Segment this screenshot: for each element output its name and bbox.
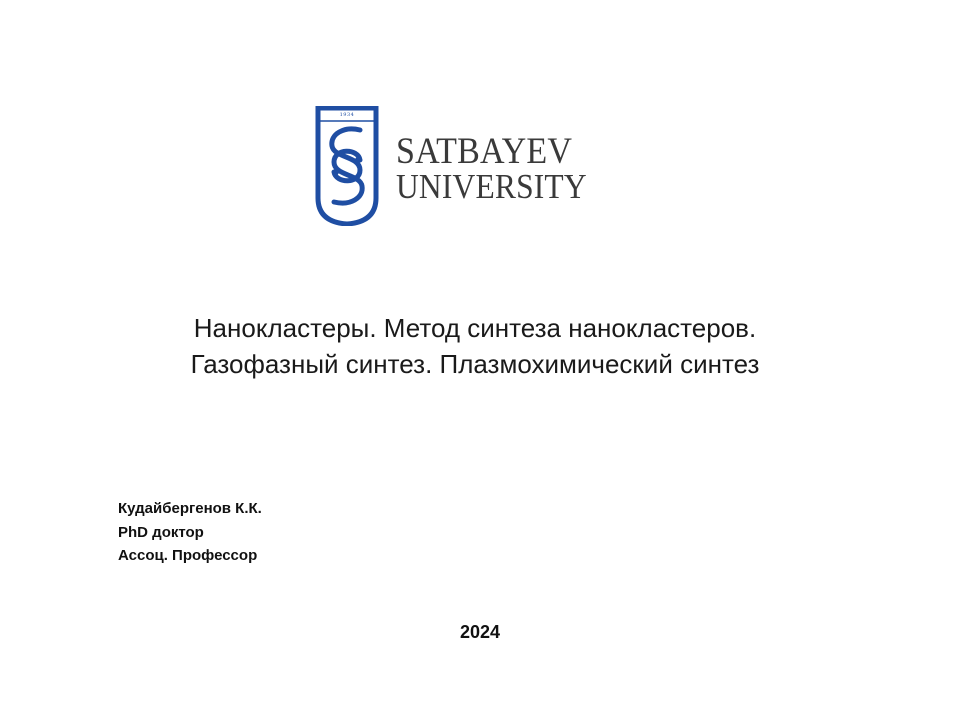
presentation-year: 2024 [459,622,501,642]
title-line-1: Нанокластеры. Метод синтеза нанокластеров. [193,313,757,343]
logo-line-university: UNIVERSITY [396,167,587,206]
author-block [118,497,262,568]
author-position: Ассоц. Профессор [118,547,258,564]
slide-title [100,310,850,382]
author-degree: PhD доктор [118,523,204,541]
university-emblem-icon [314,106,380,226]
author-name: Кудайбергенов К.К. [118,500,262,517]
university-logo [314,106,589,228]
logo-line-satbayev: SATBAYEV [396,131,573,172]
title-line-2: Газофазный синтез. Плазмохимический синтез [190,349,760,379]
logo-wordmark [396,131,608,206]
logo-year: 1934 [339,112,355,118]
